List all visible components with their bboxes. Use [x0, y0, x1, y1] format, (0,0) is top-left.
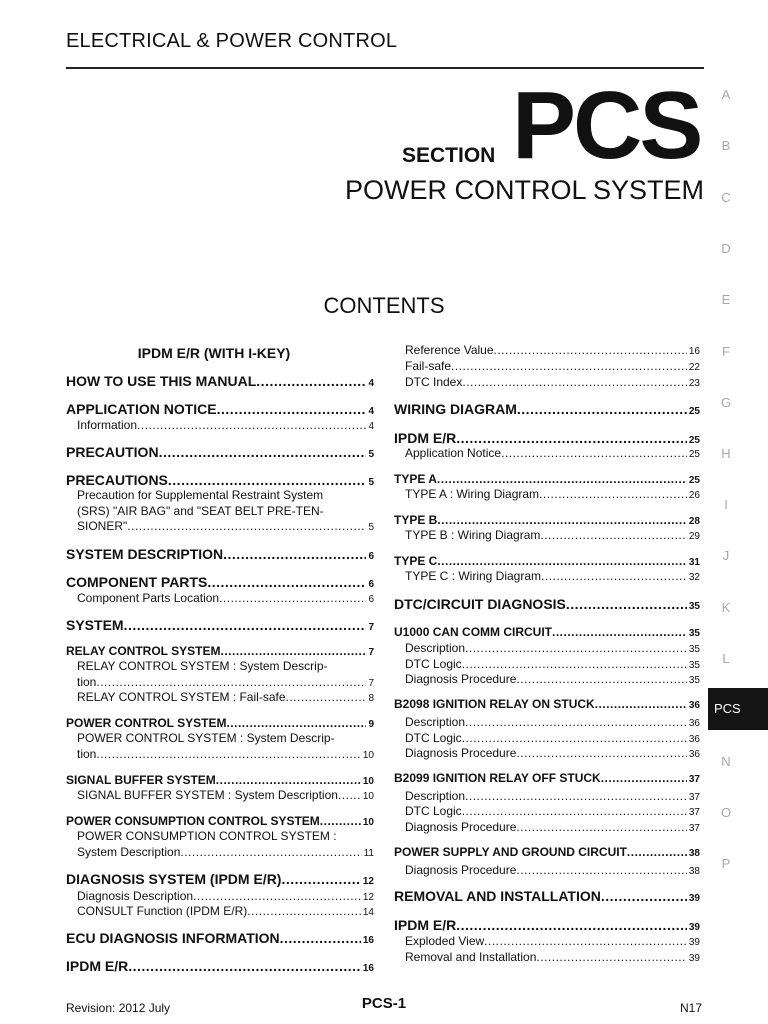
side-index-letter[interactable]: O: [720, 805, 732, 820]
toc-entry[interactable]: REMOVAL AND INSTALLATION ..... 39: [394, 888, 700, 904]
side-index-letter[interactable]: I: [724, 497, 728, 512]
toc-entry[interactable]: Description ..... 37: [394, 789, 700, 803]
toc-entry[interactable]: Information ..... 4: [66, 418, 374, 432]
toc-entry[interactable]: B2099 IGNITION RELAY OFF STUCK ..... 37: [394, 771, 700, 785]
toc-entry[interactable]: RELAY CONTROL SYSTEM ..... 7: [66, 644, 374, 658]
toc-entry[interactable]: SIGNAL BUFFER SYSTEM : System Description ..... 10: [66, 788, 374, 802]
side-index-letter[interactable]: A: [721, 87, 731, 102]
toc-entry[interactable]: PRECAUTION ..... 5: [66, 444, 374, 460]
toc-entry[interactable]: CONSULT Function (IPDM E/R) ..... 14: [66, 904, 374, 918]
toc-entry[interactable]: TYPE B : Wiring Diagram ..... 29: [394, 528, 700, 542]
toc-entry[interactable]: B2098 IGNITION RELAY ON STUCK ..... 36: [394, 697, 700, 711]
toc-entry[interactable]: TYPE B ..... 28: [394, 513, 700, 527]
toc-entry-wrapped-line[interactable]: Precaution for Supplemental Restraint System: [77, 488, 324, 502]
side-index-letter[interactable]: C: [721, 190, 731, 205]
page-number: PCS-1: [361, 995, 407, 1012]
side-index-letter[interactable]: L: [722, 651, 730, 666]
toc-entry[interactable]: IPDM E/R ..... 16: [66, 958, 374, 974]
toc-entry[interactable]: WIRING DIAGRAM ..... 25: [394, 401, 700, 417]
side-index: [708, 0, 744, 1024]
toc-entry[interactable]: APPLICATION NOTICE ..... 4: [66, 401, 374, 417]
toc-entry-wrapped-line[interactable]: POWER CONTROL SYSTEM : System Descrip-: [77, 731, 335, 745]
toc-entry[interactable]: PRECAUTIONS ..... 5: [66, 472, 374, 488]
revision-date: Revision: 2012 July: [66, 1001, 171, 1015]
side-index-letter[interactable]: G: [720, 395, 732, 410]
section-label: SECTION: [402, 144, 496, 167]
toc-entry[interactable]: DTC Index ..... 23: [394, 375, 700, 389]
toc-entry[interactable]: POWER CONTROL SYSTEM ..... 9: [66, 716, 374, 730]
side-index-active-tab[interactable]: PCS: [708, 688, 768, 730]
toc-entry[interactable]: SIGNAL BUFFER SYSTEM ..... 10: [66, 773, 374, 787]
toc-entry[interactable]: Diagnosis Procedure ..... 35: [394, 672, 700, 686]
toc-entry[interactable]: Application Notice ..... 25: [394, 446, 700, 460]
toc-entry[interactable]: Description ..... 35: [394, 641, 700, 655]
toc-entry-wrapped-line[interactable]: RELAY CONTROL SYSTEM : System Descrip-: [77, 659, 328, 673]
toc-entry[interactable]: Reference Value ..... 16: [394, 343, 700, 357]
side-index-letter[interactable]: N: [721, 754, 731, 769]
toc-entry[interactable]: Fail-safe ..... 22: [394, 359, 700, 373]
toc-entry[interactable]: RELAY CONTROL SYSTEM : Fail-safe ..... 8: [66, 690, 374, 704]
toc-entry[interactable]: TYPE A ..... 25: [394, 472, 700, 486]
toc-entry[interactable]: DIAGNOSIS SYSTEM (IPDM E/R) ..... 12: [66, 871, 374, 887]
toc-entry[interactable]: POWER CONSUMPTION CONTROL SYSTEM ..... 10: [66, 814, 374, 828]
section-code: PCS: [512, 72, 701, 179]
toc-entry[interactable]: SIONER" ..... 5: [66, 519, 374, 533]
toc-entry[interactable]: SYSTEM DESCRIPTION ..... 6: [66, 546, 374, 562]
toc-entry[interactable]: TYPE C : Wiring Diagram ..... 32: [394, 569, 700, 583]
side-index-letter[interactable]: B: [721, 138, 731, 153]
toc-entry[interactable]: Description ..... 36: [394, 715, 700, 729]
model-code: N17: [680, 1001, 703, 1015]
toc-entry[interactable]: U1000 CAN COMM CIRCUIT ..... 35: [394, 625, 700, 639]
header-divider: [66, 67, 704, 69]
toc-entry-wrapped-line[interactable]: POWER CONSUMPTION CONTROL SYSTEM :: [77, 829, 337, 843]
toc-entry[interactable]: Removal and Installation ..... 39: [394, 950, 700, 964]
toc-entry[interactable]: Exploded View ..... 39: [394, 934, 700, 948]
toc-entry[interactable]: IPDM E/R ..... 39: [394, 917, 700, 933]
toc-entry[interactable]: ECU DIAGNOSIS INFORMATION ..... 16: [66, 930, 374, 946]
toc-entry[interactable]: tion ..... 10: [66, 747, 374, 761]
toc-entry[interactable]: TYPE C ..... 31: [394, 554, 700, 568]
toc-entry-wrapped-line[interactable]: (SRS) "AIR BAG" and "SEAT BELT PRE-TEN-: [77, 504, 324, 518]
side-index-letter[interactable]: K: [721, 600, 731, 615]
toc-entry[interactable]: DTC Logic ..... 37: [394, 804, 700, 818]
toc-entry[interactable]: POWER SUPPLY AND GROUND CIRCUIT ..... 38: [394, 845, 700, 859]
toc-entry[interactable]: Diagnosis Procedure ..... 38: [394, 863, 700, 877]
side-index-letter[interactable]: H: [721, 446, 731, 461]
toc-entry[interactable]: IPDM E/R ..... 25: [394, 430, 700, 446]
side-index-letter[interactable]: E: [721, 292, 731, 307]
toc-group-heading: IPDM E/R (WITH I-KEY): [137, 345, 291, 361]
manual-category-title: ELECTRICAL & POWER CONTROL: [66, 30, 398, 52]
toc-entry[interactable]: Diagnosis Procedure ..... 36: [394, 746, 700, 760]
toc-entry[interactable]: Diagnosis Procedure ..... 37: [394, 820, 700, 834]
toc-entry[interactable]: DTC/CIRCUIT DIAGNOSIS ..... 35: [394, 596, 700, 612]
side-index-letter[interactable]: J: [722, 548, 730, 563]
toc-entry[interactable]: Diagnosis Description ..... 12: [66, 889, 374, 903]
toc-entry[interactable]: DTC Logic ..... 35: [394, 657, 700, 671]
toc-entry[interactable]: SYSTEM ..... 7: [66, 617, 374, 633]
side-index-letter[interactable]: F: [722, 344, 730, 359]
section-name: POWER CONTROL SYSTEM: [344, 175, 704, 205]
toc-entry[interactable]: TYPE A : Wiring Diagram ..... 26: [394, 487, 700, 501]
side-index-letter[interactable]: D: [721, 241, 731, 256]
toc-entry[interactable]: System Description ..... 11: [66, 845, 374, 859]
toc-entry[interactable]: tion ..... 7: [66, 675, 374, 689]
toc-entry[interactable]: DTC Logic ..... 36: [394, 731, 700, 745]
toc-entry[interactable]: HOW TO USE THIS MANUAL ..... 4: [66, 373, 374, 389]
side-index-letter[interactable]: P: [721, 856, 731, 871]
toc-entry[interactable]: Component Parts Location ..... 6: [66, 591, 374, 605]
toc-entry[interactable]: COMPONENT PARTS ..... 6: [66, 574, 374, 590]
contents-heading: CONTENTS: [323, 293, 445, 318]
